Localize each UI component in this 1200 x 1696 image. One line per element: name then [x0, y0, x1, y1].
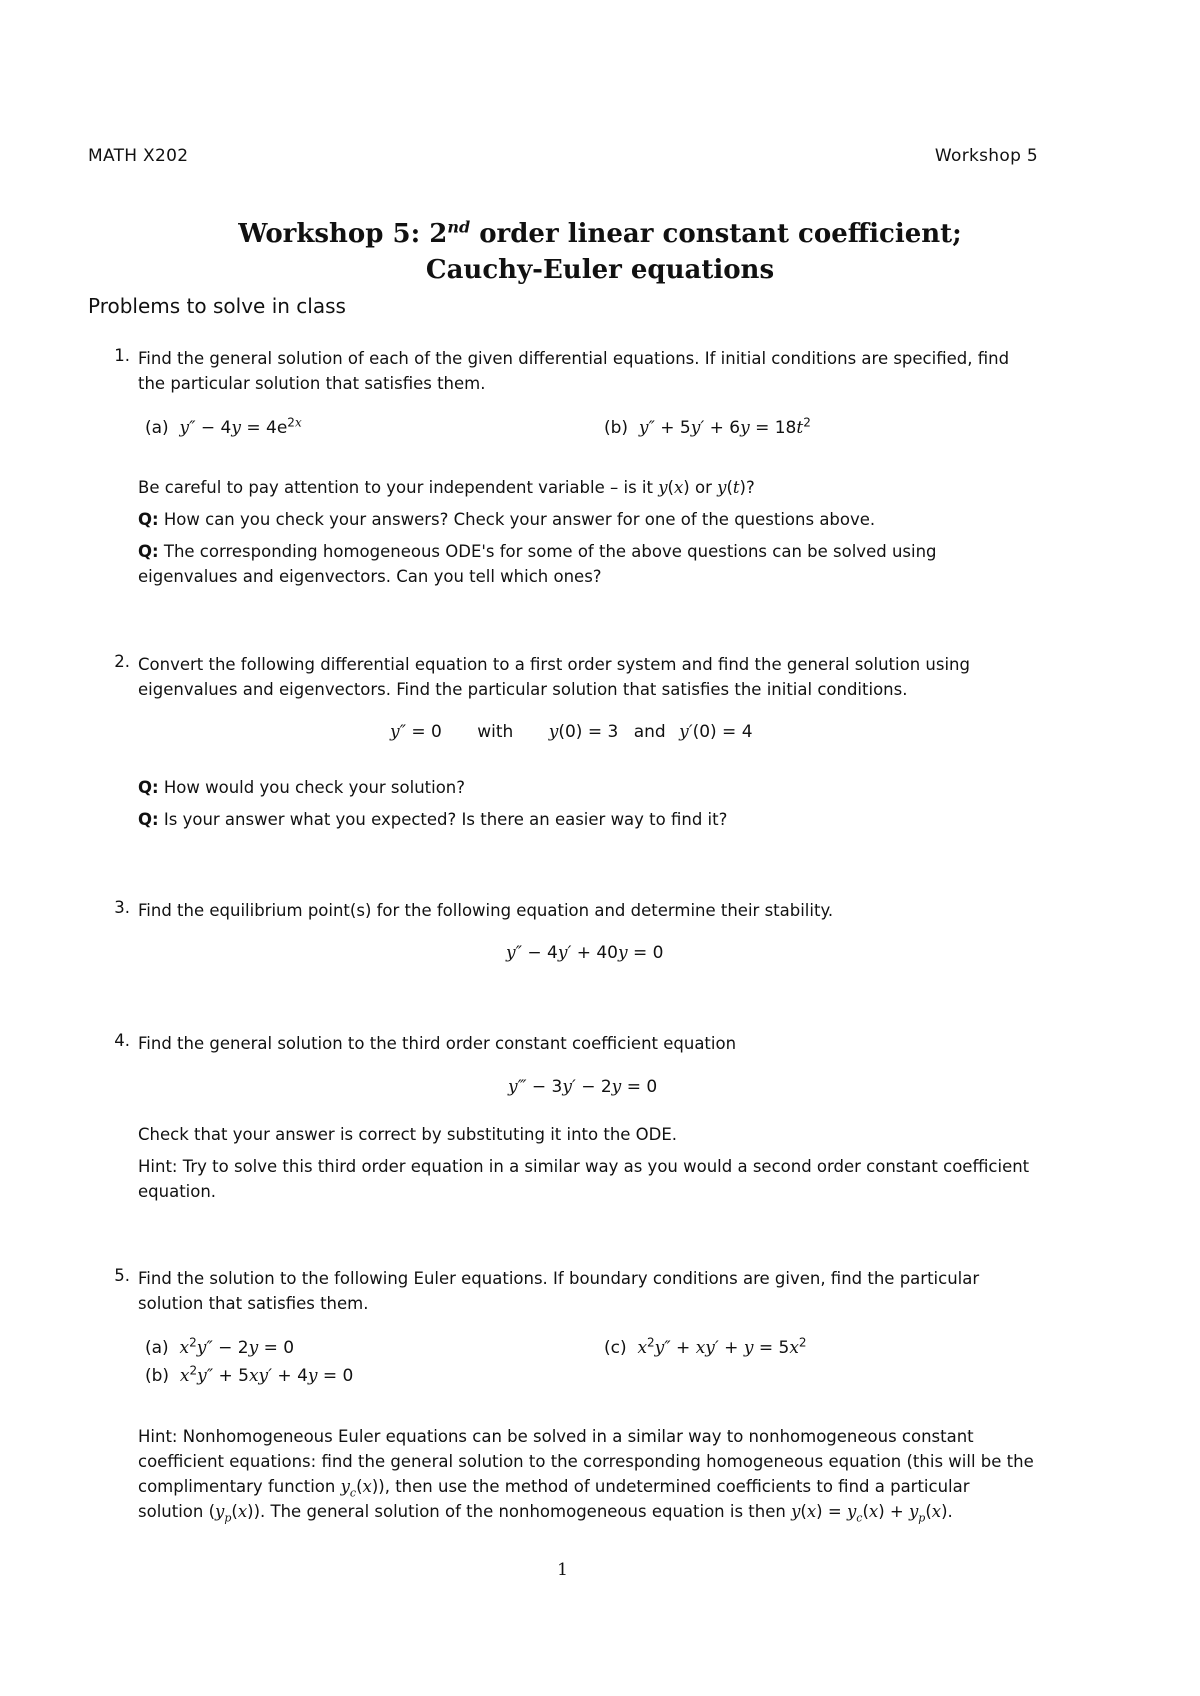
title-line-2: Cauchy-Euler equations [425, 255, 775, 285]
q4-text: Find the general solution to the third order constant coefficient equation [138, 1034, 737, 1053]
q1-part-a: (a) $y'' - 4y = 4e^{2x}$ [145, 415, 302, 438]
q4-number: 4. [114, 1031, 130, 1050]
q4-equation: y‴ − 3y′ − 2y = 0 [508, 1077, 658, 1097]
page-number: 1 [557, 1560, 568, 1580]
title-line-1: Workshop 5: 2nd order linear constant coefficient; [238, 217, 962, 249]
q2-number: 2. [114, 652, 130, 671]
q2-question-a: Q: How would you check your solution? [138, 778, 466, 797]
q5-hint: Hint: Nonhomogeneous Euler equations can be solved in a similar way to nonhomogeneous constant coefficient equations: find the general solution to the corresponding homogeneous equation (this will be the complimentary function $y_c(x)$), then use the method of undetermined coefficients to find a particular solution $(y_p(x))$. The general solution of the nonhomogeneous equation is then $y(x) = y_c(x) + y_p(x)$. [138, 1427, 1034, 1525]
q5-part-b: (b) $x^2y'' + 5xy' + 4y = 0$ [145, 1363, 354, 1386]
q1-text: Find the general solution of each of the given differential equations. If initial conditions are specified, find the particular solution that satisfies them. [138, 349, 1010, 393]
q4-hint: Hint: Try to solve this third order equation in a similar way as you would a second order constant coefficient equation. [138, 1157, 1030, 1201]
q5-text: Find the solution to the following Euler equations. If boundary conditions are given, find the particular solution that satisfies them. [138, 1269, 980, 1313]
q4-check: Check that your answer is correct by substituting it into the ODE. [138, 1125, 678, 1144]
q3-text: Find the equilibrium point(s) for the following equation and determine their stability. [138, 901, 834, 920]
q1-question-b: Q: The corresponding homogeneous ODE's for some of the above questions can be solved using eigenvalues and eigenvectors. Can you tell which ones? [138, 542, 937, 586]
q3-number: 3. [114, 898, 130, 917]
q5-part-a: (a) $x^2y'' - 2y = 0$ [145, 1335, 295, 1358]
q5-part-c: (c) $x^2y'' + xy' + y = 5x^2$ [604, 1335, 807, 1358]
q2-text: Convert the following differential equation to a first order system and find the general solution using eigenvalues and eigenvectors. Find the particular solution that satisfies the initial conditions. [138, 655, 970, 699]
q1-question-a: Q: How can you check your answers? Check your answer for one of the questions above. [138, 510, 876, 529]
q2-equation: y″ = 0 with y(0) = 3 and y′(0) = 4 [390, 722, 753, 742]
q3-equation: y″ − 4y′ + 40y = 0 [506, 943, 664, 963]
q1-part-b: (b) $y'' + 5y' + 6y = 18t^2$ [604, 415, 811, 438]
header-course: MATH X202 [88, 146, 189, 166]
q1-note: Be careful to pay attention to your independent variable – is it y(x) or y(t)? [138, 478, 755, 497]
header-workshop: Workshop 5 [934, 146, 1038, 166]
q2-question-b: Q: Is your answer what you expected? Is there an easier way to find it? [138, 810, 728, 829]
q1-number: 1. [114, 346, 130, 365]
section-heading: Problems to solve in class [88, 294, 346, 318]
q5-number: 5. [114, 1266, 130, 1285]
page-title [0, 216, 1200, 288]
